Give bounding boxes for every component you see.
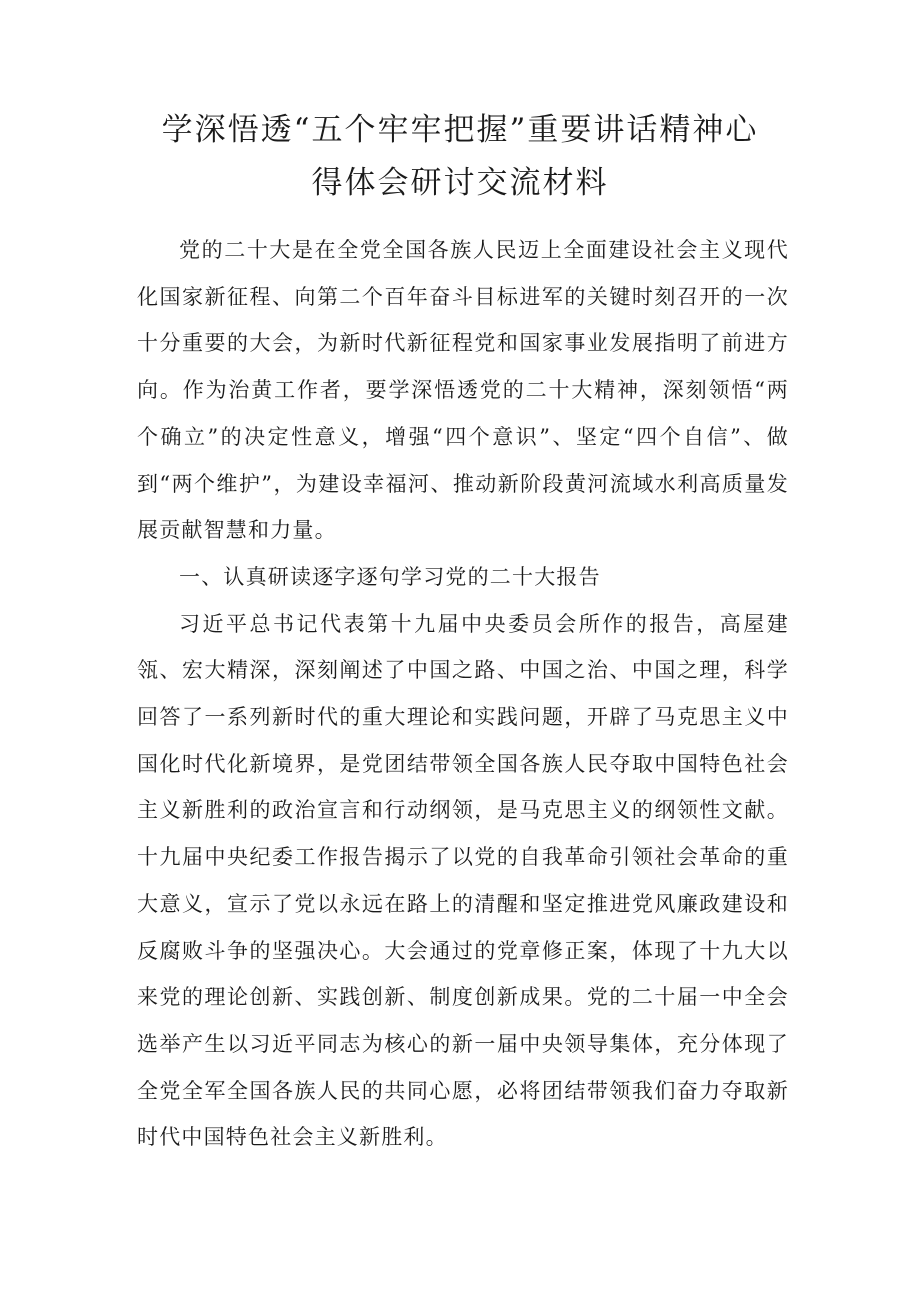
title-line-2: 得体会研讨交流材料: [311, 165, 609, 201]
document-body: [137, 227, 789, 1161]
section-heading-1: 一、认真研读逐字逐句学习党的二十大报告: [179, 564, 601, 589]
document-title: [120, 104, 800, 210]
paragraph-intro: 党的二十大是在全党全国各族人民迈上全面建设社会主义现代化国家新征程、向第二个百年奋斗目标进军的关键时刻召开的一次十分重要的大会，为新时代新征程党和国家事业发展指明了前进方向。作为治黄工作者，要学深悟透党的二十大精神，深刻领悟“两个确立”的决定性意义，增强“四个意识”、坚定“四个自信”、做到“两个维护”，为建设幸福河、推动新阶段黄河流域水利高质量发展贡献智慧和力量。: [137, 238, 789, 543]
paragraph-report: 习近平总书记代表第十九届中央委员会所作的报告，高屋建瓴、宏大精深，深刻阐述了中国之路、中国之治、中国之理，科学回答了一系列新时代的重大理论和实践问题，开辟了马克思主义中国化时代化新境界，是党团结带领全国各族人民夺取中国特色社会主义新胜利的政治宣言和行动纲领，是马克思主义的纲领性文献。十九届中央纪委工作报告揭示了以党的自我革命引领社会革命的重大意义，宣示了党以永远在路上的清醒和坚定推进党风廉政建设和反腐败斗争的坚强决心。大会通过的党章修正案，体现了十九大以来党的理论创新、实践创新、制度创新成果。党的二十届一中全会选举产生以习近平同志为核心的新一届中央领导集体，充分体现了全党全军全国各族人民的共同心愿，必将团结带领我们奋力夺取新时代中国特色社会主义新胜利。: [137, 611, 789, 1150]
title-line-1: 学深悟透“五个牢牢把握”重要讲话精神心: [161, 112, 759, 148]
